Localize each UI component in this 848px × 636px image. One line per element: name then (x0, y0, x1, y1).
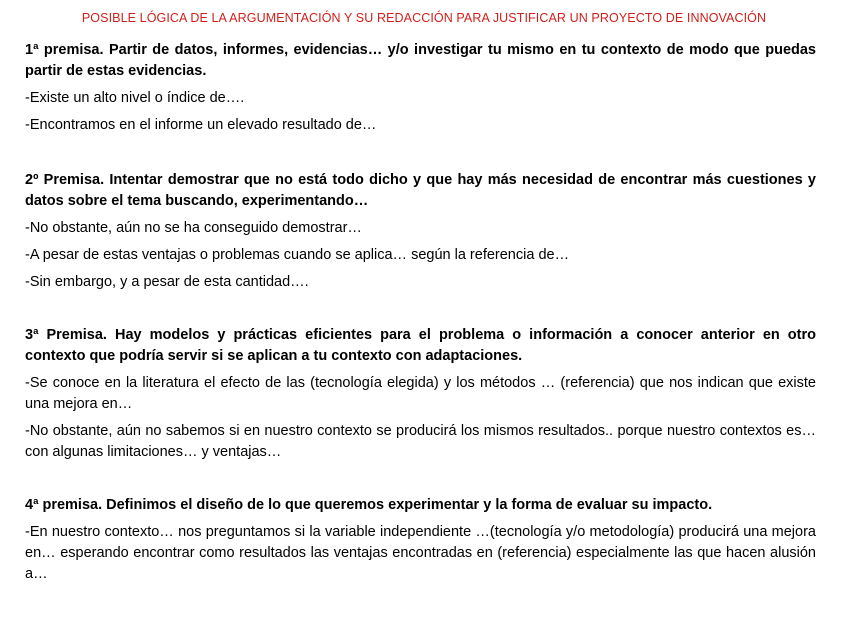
premise-1 (25, 40, 816, 136)
document-title: POSIBLE LÓGICA DE LA ARGUMENTACIÓN Y SU REDACCIÓN PARA JUSTIFICAR UN PROYECTO DE INNOVACIÓN (81, 11, 767, 25)
premise-heading: 2º Premisa. Intentar demostrar que no está todo dicho y que hay más necesidad de encontrar más cuestiones y datos sobre el tema buscando, experimentando… (25, 172, 816, 209)
premise-heading: 1ª premisa. Partir de datos, informes, evidencias… y/o investigar tu mismo en tu contexto de modo que puedas partir de estas evidencias. (25, 42, 816, 79)
premise-3 (25, 325, 816, 463)
premise-item: -A pesar de estas ventajas o problemas cuando se aplica… según la referencia de… (25, 247, 570, 263)
premise-2 (25, 170, 816, 293)
premise-heading: 4ª premisa. Definimos el diseño de lo que queremos experimentar y la forma de evaluar su impacto. (25, 497, 713, 513)
premise-item: -Encontramos en el informe un elevado resultado de… (25, 117, 377, 133)
premise-4 (25, 495, 816, 585)
premise-item: -En nuestro contexto… nos preguntamos si la variable independiente …(tecnología y/o metodología) producirá una mejora en… esperando encontrar como resultados las ventajas encontradas en (referencia) especialmente las que hacen alusión a… (25, 524, 816, 582)
premise-item: -No obstante, aún no se ha conseguido demostrar… (25, 220, 362, 236)
premise-item: -Se conoce en la literatura el efecto de las (tecnología elegida) y los métodos … (referencia) que nos indican que existe una mejora en… (25, 375, 816, 412)
premise-item: -Sin embargo, y a pesar de esta cantidad…. (25, 274, 309, 290)
premise-item: -No obstante, aún no sabemos si en nuestro contexto se producirá los mismos resultados.. porque nuestro contextos es… con algunas limitaciones… y ventajas… (25, 423, 816, 460)
premise-item: -Existe un alto nivel o índice de…. (25, 90, 245, 106)
premise-heading: 3ª Premisa. Hay modelos y prácticas eficientes para el problema o información a conocer anterior en otro contexto que podría servir si se aplican a tu contexto con adaptaciones. (25, 327, 816, 364)
